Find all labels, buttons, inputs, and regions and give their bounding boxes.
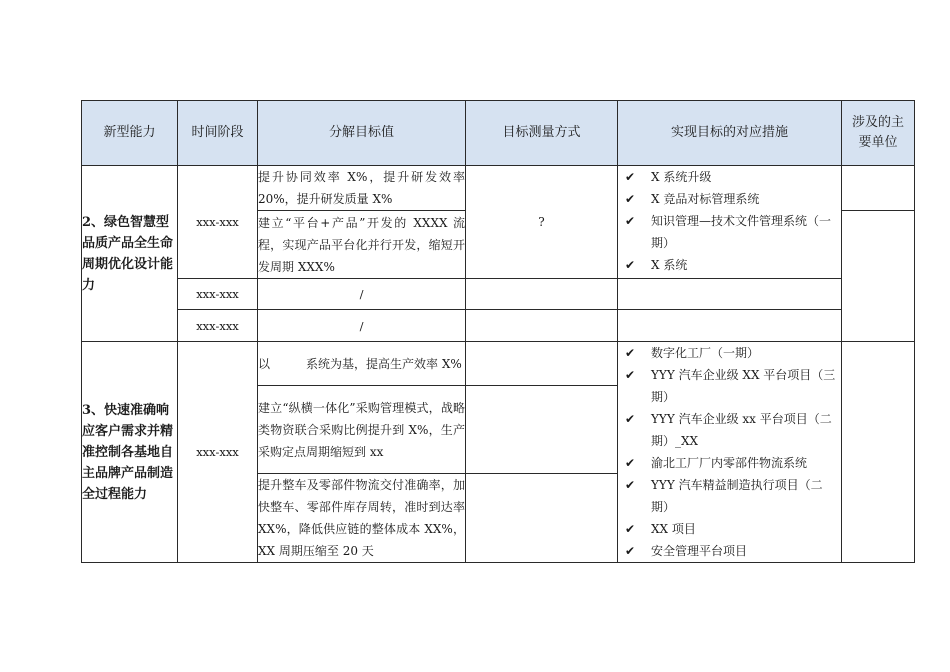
check-icon: ✔ [625,258,636,272]
check-icon: ✔ [625,214,636,228]
table-row [82,279,915,310]
goal-cell: / [258,279,466,310]
list-item: ✔ 数字化工厂（一期） [625,342,837,364]
goal-cell: 建立“平台+产品”开发的 XXXX 流程，实现产品平台化并行开发，缩短开发周期 XXX% [258,211,466,279]
units-cell [842,342,915,563]
units-cell [842,211,915,342]
list-item: ✔ YYY 汽车精益制造执行项目（二期） [625,474,837,518]
measures-cell [618,342,842,563]
list-item: ✔ XX 项目 [625,518,837,540]
list-item: ✔ 安全管理平台项目 [625,540,837,562]
measure-cell: ? [466,166,618,279]
capability-cell: 2、绿色智慧型品质产品全生命周期优化设计能力 [82,166,178,342]
header-measures: 实现目标的对应措施 [618,101,842,166]
goal-cell: / [258,310,466,342]
list-item: ✔ 知识管理—技术文件管理系统（一期） [625,210,837,254]
measures-cell [618,279,842,310]
measures-cell [618,166,842,279]
measure-cell [466,310,618,342]
check-icon: ✔ [625,412,636,426]
list-item: ✔ YYY 汽车企业级 XX 平台项目（三期） [625,364,837,408]
measures-list [618,166,841,276]
list-item: ✔ X 系统 [625,254,837,276]
list-item: ✔ 渝北工厂厂内零部件物流系统 [625,452,837,474]
measures-cell [618,310,842,342]
measure-cell [466,342,618,386]
goal-cell: 以 系统为基，提高生产效率 X% [258,342,466,386]
header-measure: 目标测量方式 [466,101,618,166]
check-icon: ✔ [625,368,636,382]
measure-cell [466,386,618,474]
period-cell: xxx-xxx [178,166,258,279]
table-row [82,166,915,211]
period-cell: xxx-xxx [178,310,258,342]
header-goal: 分解目标值 [258,101,466,166]
period-cell: xxx-xxx [178,279,258,310]
header-units: 涉及的主要单位 [842,101,915,166]
measure-cell [466,474,618,563]
header-period: 时间阶段 [178,101,258,166]
list-item: ✔ X 系统升级 [625,166,837,188]
table-row [82,310,915,342]
header-row [82,101,915,166]
measures-list [618,342,841,562]
list-item: ✔ X 竞品对标管理系统 [625,188,837,210]
list-item: ✔ YYY 汽车企业级 xx 平台项目（二期）_XX [625,408,837,452]
check-icon: ✔ [625,522,636,536]
check-icon: ✔ [625,544,636,558]
check-icon: ✔ [625,346,636,360]
check-icon: ✔ [625,192,636,206]
table-row [82,342,915,386]
goal-cell: 提升整车及零部件物流交付准确率，加快整车、零部件库存周转，准时到达率 XX%，降低供应链的整体成本 XX%，XX 周期压缩至 20 天 [258,474,466,563]
check-icon: ✔ [625,456,636,470]
period-cell: xxx-xxx [178,342,258,563]
check-icon: ✔ [625,170,636,184]
capability-cell: 3、快速准确响应客户需求并精准控制各基地自主品牌产品制造全过程能力 [82,342,178,563]
header-capability: 新型能力 [82,101,178,166]
goal-cell: 提升协同效率 X%，提升研发效率 20%，提升研发质量 X% [258,166,466,211]
goal-cell: 建立“纵横一体化”采购管理模式，战略类物资联合采购比例提升到 X%，生产采购定点周期缩短到 xx [258,386,466,474]
units-cell [842,166,915,211]
capability-table [81,100,915,563]
check-icon: ✔ [625,478,636,492]
measure-cell [466,279,618,310]
